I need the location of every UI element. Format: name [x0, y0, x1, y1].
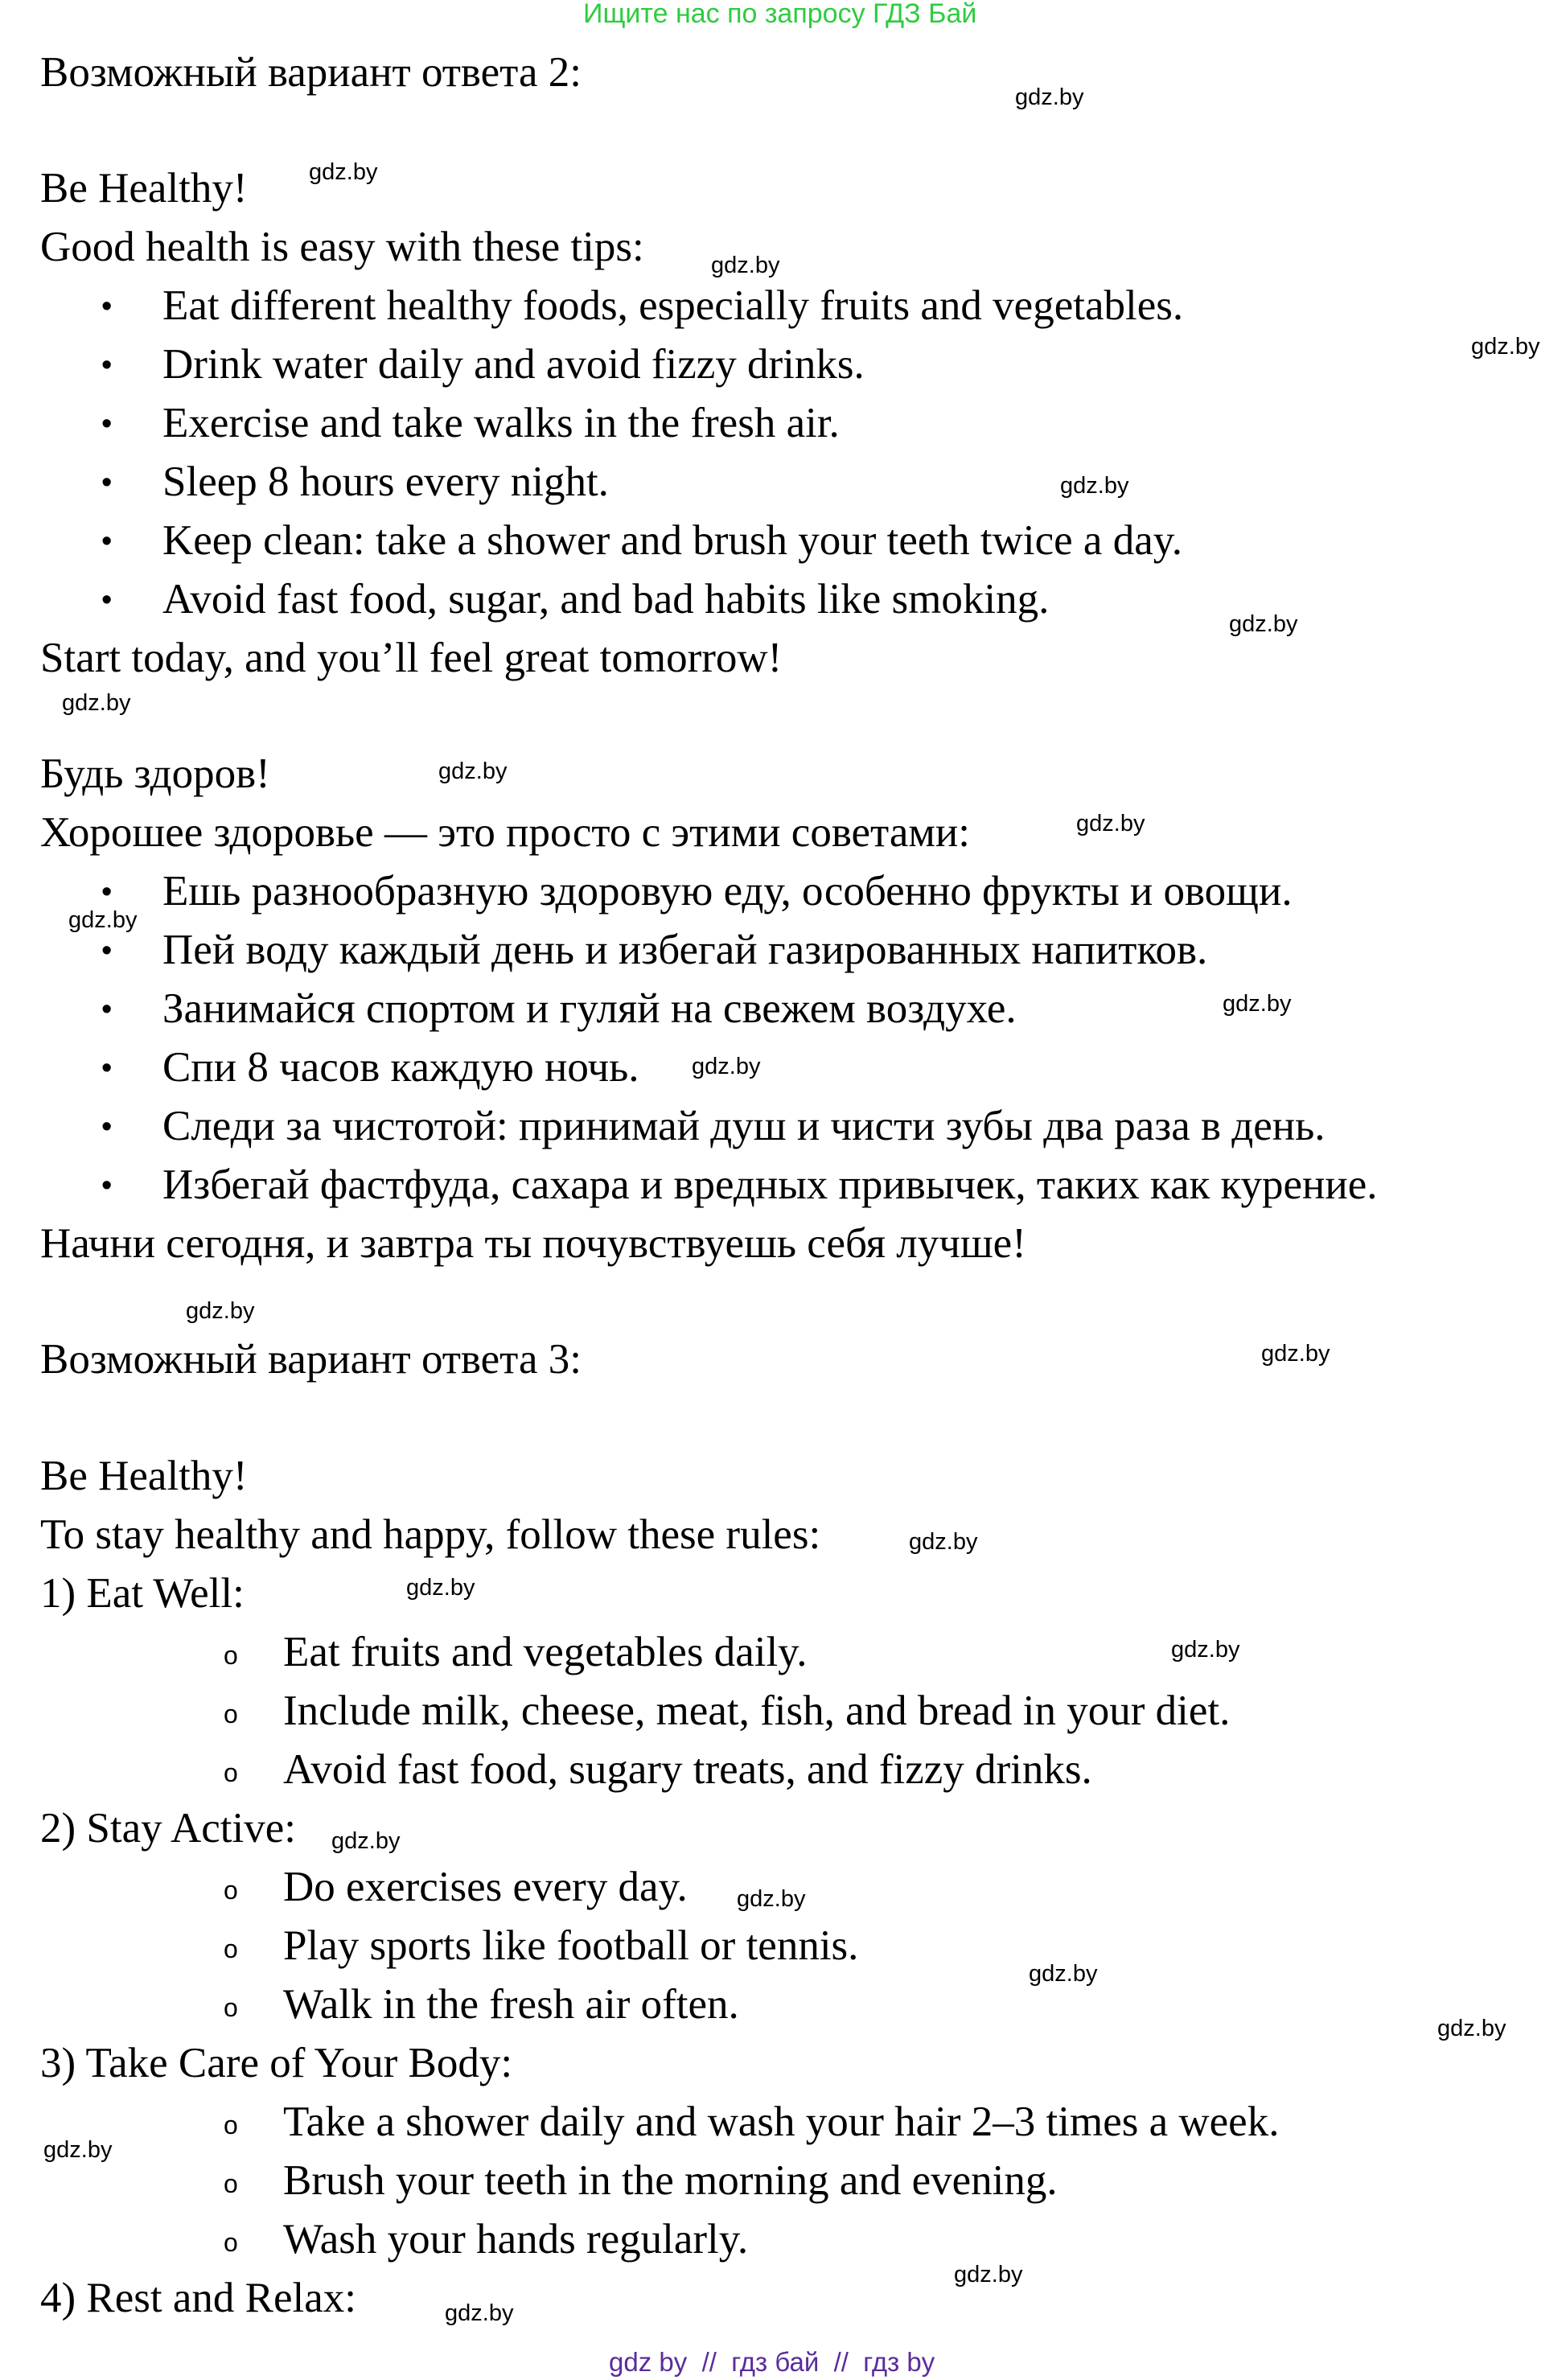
ru-tip: Избегай фастфуда, сахара и вредных привычек, таких как курение. [162, 1161, 1378, 1208]
bullet-icon: • [101, 524, 113, 558]
circle-bullet-icon: o [224, 2169, 238, 2198]
footer-links: gdz by // гдз бай // гдз by [609, 2347, 935, 2377]
ru-closing: Начни сегодня, и завтра ты почувствуешь себя лучше! [40, 1220, 1026, 1267]
watermark: gdz.by [186, 1298, 255, 1324]
ru-tip: Пей воду каждый день и избегай газированных напитков. [162, 927, 1208, 973]
bullet-icon: • [101, 1110, 113, 1144]
rule-item: Eat fruits and vegetables daily. [283, 1629, 808, 1675]
section2-heading: Возможный вариант ответа 2: [40, 49, 582, 96]
watermark: gdz.by [954, 2262, 1023, 2288]
watermark: gdz.by [1471, 334, 1540, 360]
watermark: gdz.by [1261, 1341, 1330, 1367]
watermark: gdz.by [331, 1828, 401, 1854]
en-tip: Drink water daily and avoid fizzy drinks. [162, 341, 865, 388]
circle-bullet-icon: o [224, 1876, 238, 1905]
watermark: gdz.by [1029, 1961, 1098, 1987]
watermark: gdz.by [309, 159, 378, 185]
rule-group-title: 2) Stay Active: [40, 1805, 296, 1852]
watermark: gdz.by [909, 1529, 978, 1555]
watermark: gdz.by [692, 1054, 761, 1079]
rule-item: Do exercises every day. [283, 1864, 688, 1910]
en-tip: Eat different healthy foods, especially fruits and vegetables. [162, 282, 1184, 329]
bullet-icon: • [101, 466, 113, 499]
en-intro: Good health is easy with these tips: [40, 224, 644, 270]
rule-item: Take a shower daily and wash your hair 2–3 times a week. [283, 2098, 1280, 2145]
bullet-icon: • [101, 1169, 113, 1202]
en-tip: Keep clean: take a shower and brush your teeth twice a day. [162, 517, 1183, 564]
watermark: gdz.by [68, 907, 138, 933]
en-tip: Avoid fast food, sugar, and bad habits like smoking. [162, 576, 1050, 623]
ru-tip: Следи за чистотой: принимай душ и чисти зубы два раза в день. [162, 1103, 1326, 1149]
watermark: gdz.by [737, 1886, 806, 1912]
rule-item: Walk in the fresh air often. [283, 1981, 739, 2028]
bullet-icon: • [101, 934, 113, 968]
rule-item: Play sports like football or tennis. [283, 1922, 859, 1969]
rule-group-title: 4) Rest and Relax: [40, 2275, 356, 2321]
rule-item: Brush your teeth in the morning and evening. [283, 2157, 1058, 2204]
ru-intro: Хорошее здоровье — это просто с этими советами: [40, 809, 971, 856]
top-banner: Ищите нас по запросу ГДЗ Бай [583, 0, 977, 29]
ru-tip: Спи 8 часов каждую ночь. [162, 1044, 639, 1091]
circle-bullet-icon: o [224, 2228, 238, 2257]
watermark: gdz.by [1076, 811, 1145, 836]
circle-bullet-icon: o [224, 1641, 238, 1670]
watermark: gdz.by [438, 758, 508, 784]
bullet-icon: • [101, 407, 113, 441]
rule-item: Avoid fast food, sugary treats, and fizzy drinks. [283, 1746, 1092, 1793]
en-tip: Exercise and take walks in the fresh air. [162, 400, 840, 446]
watermark: gdz.by [1060, 473, 1129, 499]
watermark: gdz.by [711, 253, 780, 278]
watermark: gdz.by [62, 690, 131, 716]
bullet-icon: • [101, 875, 113, 909]
watermark: gdz.by [1437, 2016, 1506, 2041]
bullet-icon: • [101, 583, 113, 617]
en-closing: Start today, and you’ll feel great tomorrow! [40, 635, 783, 681]
watermark: gdz.by [445, 2300, 514, 2326]
section3-heading: Возможный вариант ответа 3: [40, 1336, 582, 1383]
watermark: gdz.by [1171, 1637, 1240, 1663]
ru-title: Будь здоров! [40, 750, 270, 797]
bullet-icon: • [101, 348, 113, 382]
circle-bullet-icon: o [224, 1993, 238, 2022]
s3-intro: To stay healthy and happy, follow these rules: [40, 1511, 821, 1558]
circle-bullet-icon: o [224, 1700, 238, 1728]
en-tip: Sleep 8 hours every night. [162, 458, 609, 505]
bullet-icon: • [101, 290, 113, 323]
s3-title: Be Healthy! [40, 1453, 248, 1499]
circle-bullet-icon: o [224, 1934, 238, 1963]
ru-tip: Ешь разнообразную здоровую еду, особенно фрукты и овощи. [162, 868, 1293, 915]
circle-bullet-icon: o [224, 1758, 238, 1787]
ru-tip: Занимайся спортом и гуляй на свежем воздухе. [162, 985, 1017, 1032]
watermark: gdz.by [1223, 991, 1292, 1017]
circle-bullet-icon: o [224, 2111, 238, 2140]
watermark: gdz.by [1229, 611, 1298, 637]
rule-item: Wash your hands regularly. [283, 2216, 749, 2263]
rule-group-title: 1) Eat Well: [40, 1570, 245, 1617]
watermark: gdz.by [406, 1575, 475, 1601]
watermark: gdz.by [1015, 84, 1084, 110]
en-title: Be Healthy! [40, 165, 248, 212]
watermark: gdz.by [43, 2137, 113, 2163]
rule-group-title: 3) Take Care of Your Body: [40, 2040, 513, 2086]
rule-item: Include milk, cheese, meat, fish, and bread in your diet. [283, 1687, 1231, 1734]
bullet-icon: • [101, 1051, 113, 1085]
bullet-icon: • [101, 993, 113, 1026]
